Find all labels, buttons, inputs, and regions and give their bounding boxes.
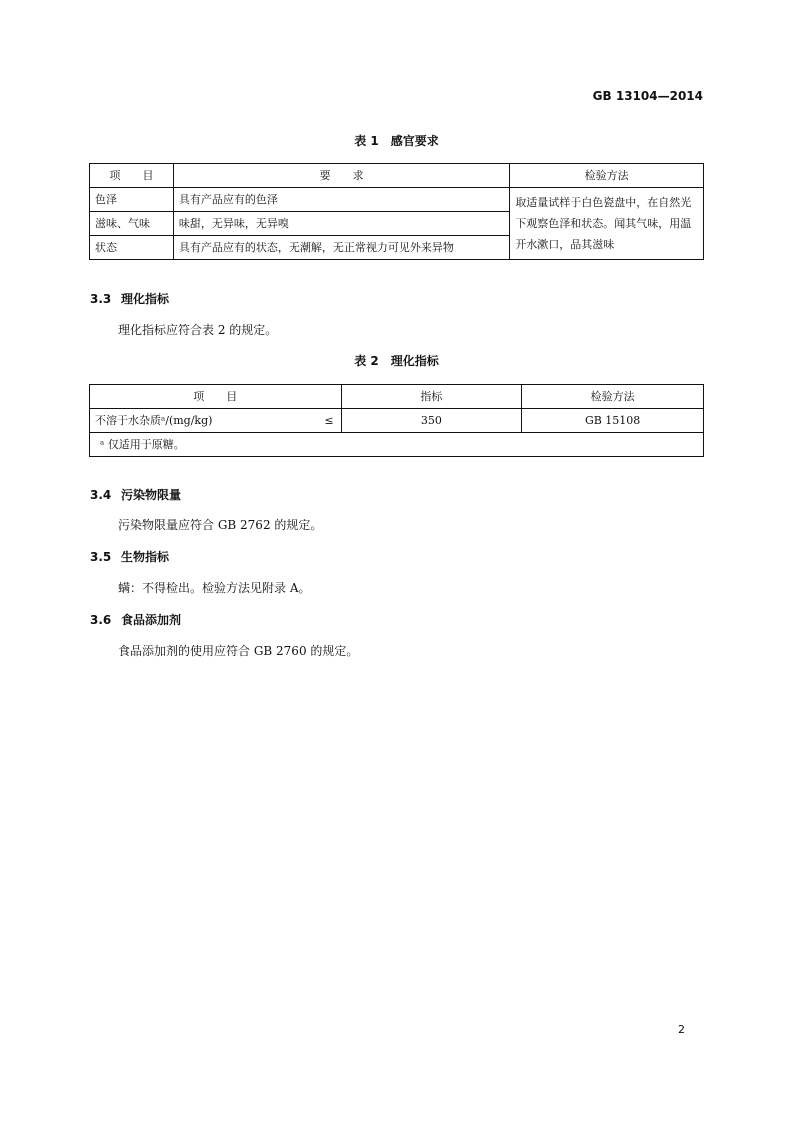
table2-footnote-row [90, 433, 704, 457]
standard-number: GB 13104—2014 [592, 89, 703, 103]
section-3-4-heading [90, 486, 181, 503]
section-title: 理化指标 [121, 292, 170, 306]
section-3-6-heading [90, 611, 181, 628]
table2-header-method: 检验方法 [522, 385, 704, 409]
table2-cell-method: GB 15108 [522, 409, 704, 433]
page-number: 2 [678, 1023, 685, 1036]
table1-cell-item: 状态 [90, 236, 174, 260]
table-row [90, 188, 704, 212]
table1-cell-requirement: 具有产品应有的色泽 [173, 188, 509, 212]
table1-cell-item: 色泽 [90, 188, 174, 212]
table1-header-method: 检验方法 [510, 164, 704, 188]
table2-cell-value: 350 [341, 409, 522, 433]
section-3-3-text: 理化指标应符合表 2 的规定。 [118, 323, 278, 337]
section-3-5-heading [90, 548, 169, 565]
table2-header-row [90, 385, 704, 409]
section-number: 3.5 [90, 550, 112, 564]
section-number: 3.4 [90, 488, 112, 502]
table-row [90, 409, 704, 433]
table1-cell-item: 滋味、气味 [90, 212, 174, 236]
table1-header-item: 项 目 [90, 164, 174, 188]
section-3-5-text: 螨：不得检出。检验方法见附录 A。 [118, 581, 311, 595]
table1-caption: 表 1 感官要求 [354, 134, 439, 148]
table2-cell-item [90, 409, 342, 433]
table2-header-value: 指标 [341, 385, 522, 409]
physicochemical-indicators-table [89, 384, 704, 457]
table2-header-item: 项 目 [90, 385, 342, 409]
section-title: 污染物限量 [121, 488, 182, 502]
table1-header-row [90, 164, 704, 188]
table1-cell-requirement: 具有产品应有的状态，无潮解，无正常视力可见外来异物 [173, 236, 509, 260]
table1-cell-method: 取适量试样于白色瓷盘中，在自然光下观察色泽和状态。闻其气味，用温开水漱口，品其滋味 [510, 188, 704, 260]
section-3-4-text: 污染物限量应符合 GB 2762 的规定。 [118, 518, 323, 532]
less-or-equal-symbol: ≤ [324, 414, 334, 427]
table2-footnote: ᵃ 仅适用于原糖。 [90, 433, 704, 457]
table2-item-label: 不溶于水杂质ᵃ/(mg/kg) [95, 414, 213, 427]
section-title: 生物指标 [121, 550, 170, 564]
table2-caption: 表 2 理化指标 [354, 354, 439, 368]
sensory-requirements-table [89, 163, 704, 260]
table1-cell-requirement: 味甜，无异味，无异嗅 [173, 212, 509, 236]
table1-header-requirement: 要 求 [173, 164, 509, 188]
section-number: 3.6 [90, 613, 112, 627]
section-3-6-text: 食品添加剂的使用应符合 GB 2760 的规定。 [118, 644, 359, 658]
section-number: 3.3 [90, 292, 112, 306]
section-title: 食品添加剂 [121, 613, 182, 627]
section-3-3-heading [90, 290, 169, 307]
